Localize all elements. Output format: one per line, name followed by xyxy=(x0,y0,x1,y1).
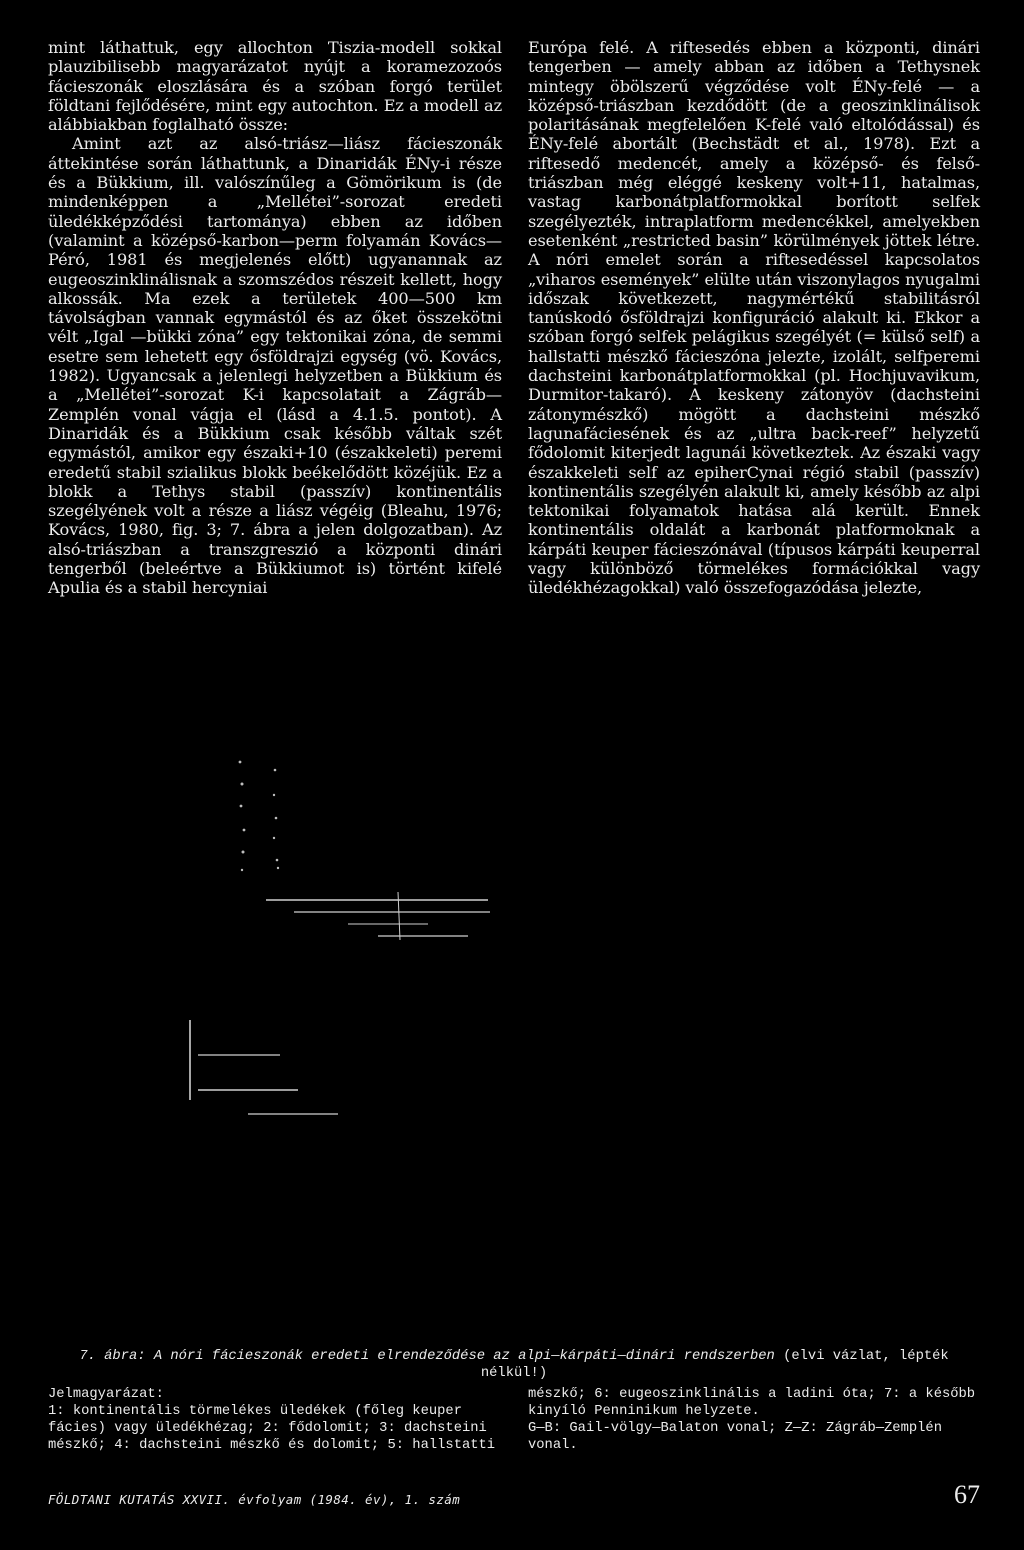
legend-items-right: mészkő; 6: eugeoszinklinális a ladini óta; 7: a később kinyíló Penninikum helyzete. xyxy=(528,1387,976,1419)
figure-lines xyxy=(190,892,490,1114)
paragraph: Európa felé. A riftesedés ebben a központi, dinári tengerben — amely abban az időben a Tethysnek mintegy öbölszerű végződése volt ÉNy-felé — a középső-triászban kezdődött (de a geoszinklinálisok polaritásának megfelelően K-felé való eltolódással) és ÉNy-felé abortált (Bechstädt et al., 1978). Ezt a riftesedő medencét, amely a középső- és felső-triászban még eléggé keskeny volt+11, hatalmas, vastag karbonátplatformokkal borított selfek szegélyezték, intraplatform medencékkel, amelyekben esetenként „restricted basin” körülmények jöttek létre. A nóri emelet során a riftesedéssel kapcsolatos „viharos események” elülte után viszonylagos nyugalmi időszak következett, nagymértékű stabilitásról tanúskodó ősföldrajzi konfiguráció alakult ki. Ekkor a szóban forgó selfek pelágikus szegélyét (= külső self) a hallstatti mészkő fácieszóna jelezte, izolált, selfperemi dachsteini karbonátplatformokkal (pl. Hochjuvavikum, Durmitor-takaró). A keskeny zátonyöv (dachsteini zátonymészkő) mögött a dachsteini mészkő lagunafáciesének és az „ultra back-reef” helyzetű fődolomit kiterjedt lagunái következtek. Az északi vagy északkeleti self az epiherCynai régió stabil (passzív) kontinentális szegélyén alakult ki, amely később az alpi tektonikai folyamatok hatása alá került. Ennek kontinentális oldalát a karbonát platformoknak a kárpáti keuper fácieszónával (típusos kárpáti keuperral vagy különböző törmelékes formációkkal vagy üledékhézagokkal) való összefogazódása jelezte, xyxy=(528,38,980,598)
caption-title: A nóri fácieszonák eredeti elrendeződése az alpi—kárpáti—dinári rendszerben xyxy=(153,1349,775,1364)
page-number: 67 xyxy=(954,1480,980,1509)
legend-items-left: 1: kontinentális törmelékes üledékek (főleg keuper fácies) vagy üledékhézag; 2: fődolomit; 3: dachsteini mészkő; 4: dachsteini mészkő és dolomit; 5: hallstatti xyxy=(48,1404,496,1453)
legend-right xyxy=(528,1386,980,1454)
paragraph: mint láthattuk, egy allochton Tiszia-modell sokkal plauzibilisebb magyarázatot nyújt a koramezozoós fácieszonák eloszlására és a szóban forgó terület földtani fejlődésére, mint egy autochton. Ez a modell az alábbiakban foglalható össze: xyxy=(48,38,502,135)
figure-dots xyxy=(239,761,280,872)
caption-number: 7. ábra: xyxy=(79,1349,146,1364)
figure-drawing xyxy=(48,740,980,1330)
journal-footer: FÖLDTANI KUTATÁS XXVII. évfolyam (1984. év), 1. szám xyxy=(48,1492,461,1507)
paragraph: Amint azt az alsó-triász—liász fácieszonák áttekintése során láthattunk, a Dinaridák ÉNy-i része és a Bükkium, ill. valószínűleg a Gömörikum is (de mindenképpen a „Mellétei”-sorozat eredeti üledékképződési tartománya) ebben az időben (valamint a középső-karbon—perm folyamán Kovács—Péró, 1981 és megjelenés előtt) ugyanannak az eugeoszinklinálisnak a szomszédos részeit kellett, hogy alkossák. Ma ezek a területek 400—500 km távolságban vannak egymástól és az őket összekötni vélt „Igal —bükki zóna” egy tektonikai zóna, de semmi esetre sem lehetett egy ősföldrajzi egység (vö. Kovács, 1982). Ugyancsak a jelenlegi helyzetben a Bükkium és a „Mellétei”-sorozat K-i kapcsolatait a Zágráb—Zemplén vonal vágja el (lásd a 4.1.5. pontot). A Dinaridák és a Bükkium csak később váltak szét egymástól, amikor egy északi+10 (északkeleti) peremi eredetű stabil szialikus blokk beékelődött közéjük. Ez a blokk a Tethys stabil (passzív) kontinentális szegélyének volt a része a liász végéig (Bleahu, 1976; Kovács, 1980, fig. 3; 7. ábra a jelen dolgozatban). Az alsó-triászban a transzgreszió a központi dinári tengerből (beleértve a Bükkiumot is) történt kifelé Apulia és a stabil hercyniai xyxy=(48,134,502,598)
legend-heading: Jelmagyarázat: xyxy=(48,1387,164,1402)
caption-note: (elvi vázlat, lépték nélkül!) xyxy=(480,1349,949,1381)
figure-7-sketch xyxy=(48,740,980,1330)
text-column-left xyxy=(48,38,502,598)
text-column-right xyxy=(528,38,980,598)
figure-caption xyxy=(48,1348,980,1382)
legend-lines: G—B: Gail-völgy—Balaton vonal; Z—Z: Zágráb—Zemplén vonal. xyxy=(528,1421,942,1453)
legend-left xyxy=(48,1386,500,1454)
